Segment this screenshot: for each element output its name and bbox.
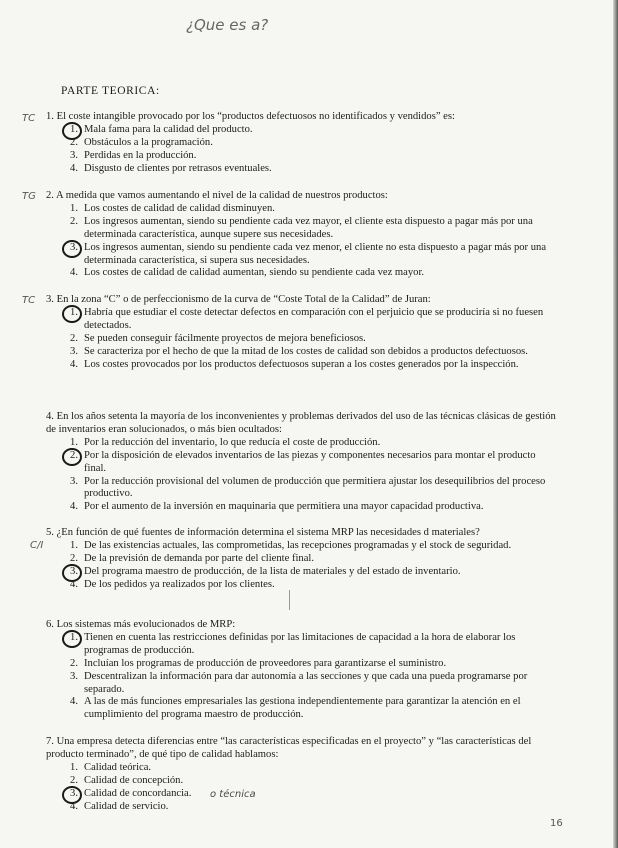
answer-option bbox=[46, 632, 556, 658]
scan-edge-shadow bbox=[613, 0, 618, 848]
handwritten-annotation-q7: o técnica bbox=[210, 789, 256, 800]
option-text: Se caracteriza por el hecho de que la mitad de los costes de calidad son debidos a productos defectuosos. bbox=[84, 345, 528, 357]
option-text: Tienen en cuenta las restricciones definidas por las limitaciones de capacidad a la hora de elaborar los programas de producción. bbox=[84, 631, 516, 656]
answer-option bbox=[46, 788, 556, 801]
option-text: Calidad teórica. bbox=[84, 761, 152, 773]
answer-option bbox=[46, 203, 556, 216]
option-number: 1. bbox=[70, 631, 78, 643]
option-text: Por la reducción provisional del volumen de producción que permitiera ajustar los desequilibrios del proceso productivo. bbox=[84, 475, 546, 500]
question-stem: 1. El coste intangible provocado por los “productos defectuosos no identificados y vendidos” es: bbox=[46, 111, 455, 122]
option-number: 3. bbox=[70, 787, 78, 799]
answer-option bbox=[46, 242, 556, 268]
option-number: 3. bbox=[70, 241, 78, 253]
answer-option bbox=[46, 150, 556, 163]
option-number: 3. bbox=[70, 670, 78, 682]
answer-option bbox=[46, 346, 556, 359]
answer-option bbox=[46, 501, 556, 514]
question-stem: 4. En los años setenta la mayoría de los inconvenientes y problemas derivados del uso de las técnicas clásicas de gestión de inventarios eran solucionados, o más bien ocultados: bbox=[46, 411, 556, 435]
question-3 bbox=[46, 294, 556, 371]
answer-option bbox=[46, 124, 556, 137]
option-text: Los ingresos aumentan, siendo su pendiente cada vez menor, el cliente no esta dispuesto a pagar más por una determinada característica, si supera sus necesidades. bbox=[84, 241, 547, 266]
answer-option bbox=[46, 696, 556, 722]
option-text: Por la disposición de elevados inventarios de las piezas y componentes necesarios para montar el producto final. bbox=[84, 449, 536, 474]
option-number: 1. bbox=[70, 123, 78, 135]
answer-option bbox=[46, 163, 556, 176]
option-text: Se pueden conseguir fácilmente proyectos de mejora beneficiosos. bbox=[84, 332, 366, 344]
answer-option bbox=[46, 267, 556, 280]
answer-option bbox=[46, 579, 556, 592]
option-number: 3. bbox=[70, 345, 78, 357]
option-text: Calidad de concepción. bbox=[84, 774, 184, 786]
option-text: Los costes provocados por los productos defectuosos superan a los costes generados por la inspección. bbox=[84, 358, 519, 370]
option-text: Calidad de concordancia. bbox=[84, 787, 192, 799]
answer-option bbox=[46, 137, 556, 150]
pencil-stroke bbox=[289, 590, 290, 610]
option-number: 4. bbox=[70, 267, 78, 279]
option-text: Del programa maestro de producción, de la lista de materiales y del estado de inventario. bbox=[84, 565, 461, 577]
option-text: Incluían los programas de producción de proveedores para garantizarse el suministro. bbox=[84, 657, 447, 669]
answer-option bbox=[46, 359, 556, 372]
question-7 bbox=[46, 736, 556, 813]
answer-option bbox=[46, 553, 556, 566]
question-stem: 3. En la zona “C” o de perfeccionismo de la curva de “Coste Total de la Calidad” de Juran: bbox=[46, 294, 431, 305]
option-text: Los costes de calidad de calidad aumentan, siendo su pendiente cada vez mayor. bbox=[84, 267, 425, 279]
option-number: 4. bbox=[70, 501, 78, 513]
question-4 bbox=[46, 411, 556, 514]
option-text: Por el aumento de la inversión en maquinaria que permitiera una mayor capacidad productiva. bbox=[84, 501, 484, 513]
margin-mark-q2: TG bbox=[22, 191, 36, 202]
answer-option bbox=[46, 333, 556, 346]
option-number: 2. bbox=[70, 552, 78, 564]
option-text: Descentralizan la información para dar autonomía a las secciones y que cada una pueda programarse por separado. bbox=[84, 670, 528, 695]
question-stem: 5. ¿En función de qué fuentes de información determina el sistema MRP las necesidades d materiales? bbox=[46, 527, 480, 538]
option-text: Perdidas en la producción. bbox=[84, 149, 197, 161]
option-number: 3. bbox=[70, 565, 78, 577]
option-number: 3. bbox=[70, 475, 78, 487]
option-text: Habría que estudiar el coste detectar defectos en comparación con el perjuicio que se produciría si no fuesen detectados. bbox=[84, 306, 544, 331]
option-text: Mala fama para la calidad del producto. bbox=[84, 123, 253, 135]
option-text: De la previsión de demanda por parte del cliente final. bbox=[84, 552, 315, 564]
option-number: 4. bbox=[70, 578, 78, 590]
answer-option bbox=[46, 450, 556, 476]
page-number: 16 bbox=[550, 818, 563, 829]
option-number: 2. bbox=[70, 774, 78, 786]
answer-option bbox=[46, 476, 556, 502]
question-5 bbox=[46, 527, 556, 592]
answer-option bbox=[46, 216, 556, 242]
option-number: 1. bbox=[70, 539, 78, 551]
margin-mark-q1: TC bbox=[22, 113, 36, 124]
option-number: 2. bbox=[70, 215, 78, 227]
section-title: PARTE TEORICA: bbox=[61, 85, 160, 97]
answer-option bbox=[46, 658, 556, 671]
option-text: Calidad de servicio. bbox=[84, 800, 169, 812]
question-6 bbox=[46, 619, 556, 722]
answer-option bbox=[46, 540, 556, 553]
option-text: De las existencias actuales, las comprometidas, las recepciones programadas y el stock de seguridad. bbox=[84, 539, 512, 551]
option-text: Los ingresos aumentan, siendo su pendiente cada vez mayor, el cliente esta dispuesto a pagar más por una determinada característica, aunque supere sus necesidades. bbox=[84, 215, 533, 240]
answer-option bbox=[46, 801, 556, 814]
option-number: 2. bbox=[70, 657, 78, 669]
option-number: 4. bbox=[70, 696, 78, 708]
margin-mark-q3: TC bbox=[22, 295, 36, 306]
option-number: 2. bbox=[70, 136, 78, 148]
option-number: 1. bbox=[70, 202, 78, 214]
option-number: 2. bbox=[70, 332, 78, 344]
option-text: De los pedidos ya realizados por los clientes. bbox=[84, 578, 275, 590]
option-number: 4. bbox=[70, 358, 78, 370]
option-text: Por la reducción del inventario, lo que reducía el coste de producción. bbox=[84, 436, 381, 448]
question-stem: 2. A medida que vamos aumentando el nivel de la calidad de nuestros productos: bbox=[46, 190, 388, 201]
answer-option bbox=[46, 775, 556, 788]
answer-option bbox=[46, 307, 556, 333]
answer-option bbox=[46, 437, 556, 450]
option-text: Disgusto de clientes por retrasos eventuales. bbox=[84, 162, 272, 174]
question-stem: 6. Los sistemas más evolucionados de MRP: bbox=[46, 619, 236, 630]
option-number: 2. bbox=[70, 449, 78, 461]
margin-mark-q5: C/I bbox=[30, 540, 44, 551]
option-number: 3. bbox=[70, 149, 78, 161]
option-number: 4. bbox=[70, 162, 78, 174]
question-2 bbox=[46, 190, 556, 280]
option-text: Los costes de calidad de calidad disminuyen. bbox=[84, 202, 275, 214]
question-stem: 7. Una empresa detecta diferencias entre “las características especificadas en el proyecto” y “las características del producto terminado”, de qué tipo de calidad hablamos: bbox=[46, 736, 532, 760]
answer-option bbox=[46, 671, 556, 697]
handwritten-header-note: ¿Que es a? bbox=[186, 16, 269, 34]
option-number: 1. bbox=[70, 306, 78, 318]
option-number: 1. bbox=[70, 436, 78, 448]
option-text: A las de más funciones empresariales las gestiona independientemente para garantizar la atención en el cumplimiento del programa maestro de producción. bbox=[84, 696, 521, 721]
option-number: 4. bbox=[70, 800, 78, 812]
option-text: Obstáculos a la programación. bbox=[84, 136, 213, 148]
answer-option bbox=[46, 566, 556, 579]
question-1 bbox=[46, 111, 556, 176]
answer-option bbox=[46, 762, 556, 775]
option-number: 1. bbox=[70, 761, 78, 773]
